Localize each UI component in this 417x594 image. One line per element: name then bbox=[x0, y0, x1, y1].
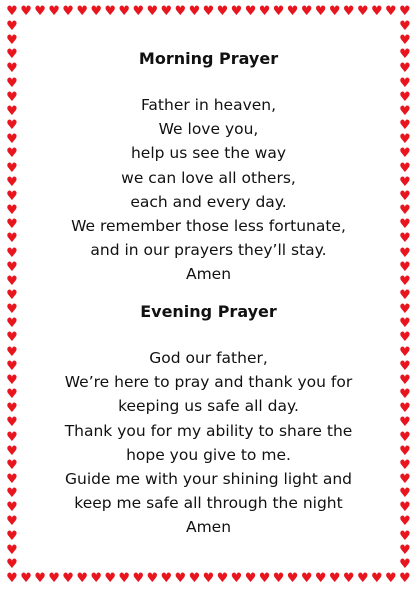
heart-icon: ♥ bbox=[76, 571, 88, 586]
heart-icon: ♥ bbox=[258, 571, 271, 586]
heart-icon: ♥ bbox=[6, 486, 18, 502]
heart-icon: ♥ bbox=[230, 4, 243, 19]
evening-prayer-line: We’re here to pray and thank you for bbox=[64, 373, 353, 392]
heart-icon: ♥ bbox=[216, 4, 229, 19]
evening-prayer-line: hope you give to me. bbox=[126, 445, 291, 464]
morning-prayer-line: help us see the way bbox=[130, 144, 287, 163]
heart-icon: ♥ bbox=[174, 4, 187, 19]
heart-border-bottom bbox=[5, 572, 412, 586]
heart-icon: ♥ bbox=[48, 4, 60, 19]
heart-icon: ♥ bbox=[399, 443, 411, 459]
heart-icon: ♥ bbox=[399, 472, 411, 487]
heart-icon: ♥ bbox=[48, 571, 60, 586]
heart-icon: ♥ bbox=[244, 571, 257, 586]
heart-icon: ♥ bbox=[370, 4, 383, 19]
heart-icon: ♥ bbox=[146, 4, 159, 19]
heart-icon: ♥ bbox=[104, 4, 117, 19]
heart-icon: ♥ bbox=[202, 571, 215, 586]
heart-icon: ♥ bbox=[399, 259, 411, 275]
heart-icon: ♥ bbox=[314, 571, 327, 586]
heart-icon: ♥ bbox=[399, 19, 411, 34]
heart-icon: ♥ bbox=[20, 571, 32, 586]
heart-icon: ♥ bbox=[6, 358, 18, 374]
heart-icon: ♥ bbox=[399, 231, 411, 247]
heart-icon: ♥ bbox=[6, 203, 18, 219]
heart-icon: ♥ bbox=[399, 89, 411, 105]
heart-icon: ♥ bbox=[328, 571, 341, 586]
heart-icon: ♥ bbox=[342, 4, 355, 19]
heart-icon: ♥ bbox=[132, 4, 145, 19]
heart-icon: ♥ bbox=[286, 4, 299, 19]
heart-icon: ♥ bbox=[6, 528, 18, 544]
heart-icon: ♥ bbox=[258, 4, 271, 19]
heart-icon: ♥ bbox=[6, 61, 18, 77]
heart-icon: ♥ bbox=[6, 287, 18, 303]
morning-prayer-line: we can love all others, bbox=[121, 168, 296, 187]
heart-icon: ♥ bbox=[399, 457, 411, 473]
evening-prayer-line: keep me safe all through the night bbox=[74, 494, 343, 513]
heart-icon: ♥ bbox=[6, 146, 18, 162]
evening-prayer-title: Evening Prayer bbox=[140, 302, 277, 321]
heart-icon: ♥ bbox=[399, 330, 411, 346]
morning-prayer-text bbox=[30, 93, 387, 287]
heart-icon: ♥ bbox=[399, 302, 411, 318]
heart-icon: ♥ bbox=[399, 429, 411, 445]
heart-icon: ♥ bbox=[230, 571, 243, 586]
heart-icon: ♥ bbox=[399, 287, 411, 303]
prayer-sheet bbox=[30, 30, 387, 565]
heart-icon: ♥ bbox=[188, 4, 201, 19]
heart-icon: ♥ bbox=[76, 4, 88, 19]
heart-icon: ♥ bbox=[399, 358, 411, 374]
heart-icon: ♥ bbox=[6, 245, 18, 261]
heart-icon: ♥ bbox=[399, 4, 411, 19]
heart-border-left bbox=[5, 20, 19, 572]
heart-icon: ♥ bbox=[90, 571, 103, 586]
heart-icon: ♥ bbox=[6, 47, 18, 63]
heart-icon: ♥ bbox=[6, 188, 18, 204]
heart-icon: ♥ bbox=[6, 571, 18, 586]
heart-icon: ♥ bbox=[399, 132, 411, 148]
heart-icon: ♥ bbox=[216, 571, 229, 586]
heart-icon: ♥ bbox=[6, 387, 18, 403]
heart-icon: ♥ bbox=[62, 571, 74, 586]
evening-prayer-line: God our father, bbox=[149, 349, 268, 367]
heart-icon: ♥ bbox=[370, 571, 383, 586]
heart-icon: ♥ bbox=[300, 571, 313, 586]
heart-icon: ♥ bbox=[132, 571, 145, 586]
morning-prayer-line: and in our prayers they’ll stay. bbox=[90, 241, 327, 260]
heart-icon: ♥ bbox=[399, 174, 411, 190]
heart-icon: ♥ bbox=[160, 4, 173, 19]
heart-icon: ♥ bbox=[118, 571, 131, 586]
morning-prayer-title: Morning Prayer bbox=[138, 49, 279, 68]
heart-icon: ♥ bbox=[6, 500, 18, 516]
heart-icon: ♥ bbox=[6, 443, 18, 459]
morning-prayer-line: We love you, bbox=[158, 120, 259, 139]
heart-icon: ♥ bbox=[399, 273, 411, 289]
heart-icon: ♥ bbox=[6, 4, 18, 19]
heart-icon: ♥ bbox=[6, 472, 18, 487]
heart-icon: ♥ bbox=[6, 316, 18, 332]
evening-prayer-line: keeping us safe all day. bbox=[118, 397, 299, 416]
heart-icon: ♥ bbox=[6, 429, 18, 445]
heart-icon: ♥ bbox=[399, 146, 411, 162]
heart-icon: ♥ bbox=[6, 556, 18, 572]
morning-prayer-amen: Amen bbox=[185, 265, 232, 284]
heart-icon: ♥ bbox=[6, 302, 18, 318]
evening-prayer-text bbox=[30, 346, 387, 540]
heart-icon: ♥ bbox=[146, 571, 159, 586]
evening-prayer-line: Guide me with your shining light and bbox=[65, 470, 352, 489]
heart-icon: ♥ bbox=[6, 514, 18, 530]
heart-icon: ♥ bbox=[399, 387, 411, 403]
heart-icon: ♥ bbox=[399, 528, 411, 544]
heart-icon: ♥ bbox=[399, 61, 411, 77]
heart-icon: ♥ bbox=[6, 160, 18, 176]
heart-icon: ♥ bbox=[399, 217, 411, 233]
heart-icon: ♥ bbox=[399, 372, 411, 388]
heart-icon: ♥ bbox=[6, 259, 18, 275]
heart-icon: ♥ bbox=[399, 486, 411, 502]
heart-icon: ♥ bbox=[104, 571, 117, 586]
heart-icon: ♥ bbox=[272, 571, 285, 586]
heart-icon: ♥ bbox=[6, 372, 18, 388]
heart-icon: ♥ bbox=[328, 4, 341, 19]
heart-icon: ♥ bbox=[6, 75, 18, 91]
heart-icon: ♥ bbox=[272, 4, 285, 19]
heart-icon: ♥ bbox=[399, 500, 411, 516]
heart-icon: ♥ bbox=[6, 132, 18, 148]
heart-icon: ♥ bbox=[6, 231, 18, 247]
heart-icon: ♥ bbox=[6, 330, 18, 346]
heart-icon: ♥ bbox=[399, 556, 411, 572]
heart-icon: ♥ bbox=[314, 4, 327, 19]
heart-icon: ♥ bbox=[20, 4, 32, 19]
heart-icon: ♥ bbox=[6, 217, 18, 233]
heart-icon: ♥ bbox=[399, 160, 411, 176]
heart-icon: ♥ bbox=[399, 103, 411, 119]
heart-icon: ♥ bbox=[188, 571, 201, 586]
evening-prayer-amen: Amen bbox=[185, 518, 232, 537]
heart-icon: ♥ bbox=[90, 4, 103, 19]
heart-icon: ♥ bbox=[6, 542, 18, 558]
heart-icon: ♥ bbox=[399, 188, 411, 204]
heart-icon: ♥ bbox=[6, 174, 18, 190]
heart-icon: ♥ bbox=[342, 571, 355, 586]
heart-icon: ♥ bbox=[399, 316, 411, 332]
morning-prayer-line: We remember those less fortunate, bbox=[71, 217, 346, 236]
heart-icon: ♥ bbox=[300, 4, 313, 19]
heart-border-right bbox=[398, 20, 412, 572]
heart-icon: ♥ bbox=[6, 89, 18, 105]
heart-icon: ♥ bbox=[399, 571, 411, 586]
heart-icon: ♥ bbox=[6, 19, 18, 34]
heart-icon: ♥ bbox=[399, 75, 411, 91]
heart-icon: ♥ bbox=[399, 33, 411, 49]
heart-icon: ♥ bbox=[399, 203, 411, 219]
heart-icon: ♥ bbox=[6, 103, 18, 119]
heart-icon: ♥ bbox=[399, 401, 411, 417]
heart-icon: ♥ bbox=[399, 514, 411, 530]
heart-icon: ♥ bbox=[399, 118, 411, 134]
heart-icon: ♥ bbox=[244, 4, 257, 19]
heart-icon: ♥ bbox=[385, 4, 397, 19]
morning-prayer-line: each and every day. bbox=[130, 192, 287, 211]
heart-icon: ♥ bbox=[6, 344, 18, 360]
heart-icon: ♥ bbox=[356, 4, 369, 19]
heart-icon: ♥ bbox=[6, 401, 18, 417]
heart-icon: ♥ bbox=[399, 542, 411, 558]
heart-icon: ♥ bbox=[356, 571, 369, 586]
heart-icon: ♥ bbox=[6, 273, 18, 289]
morning-prayer-line: Father in heaven, bbox=[140, 96, 277, 114]
heart-icon: ♥ bbox=[62, 4, 74, 19]
heart-icon: ♥ bbox=[202, 4, 215, 19]
heart-icon: ♥ bbox=[160, 571, 173, 586]
heart-icon: ♥ bbox=[6, 415, 18, 431]
heart-border-top bbox=[5, 5, 412, 19]
heart-icon: ♥ bbox=[174, 571, 187, 586]
heart-icon: ♥ bbox=[385, 571, 397, 586]
heart-icon: ♥ bbox=[34, 4, 46, 19]
heart-icon: ♥ bbox=[399, 344, 411, 360]
heart-icon: ♥ bbox=[34, 571, 46, 586]
heart-icon: ♥ bbox=[399, 415, 411, 431]
heart-icon: ♥ bbox=[399, 245, 411, 261]
heart-icon: ♥ bbox=[118, 4, 131, 19]
heart-icon: ♥ bbox=[399, 47, 411, 63]
evening-prayer-line: Thank you for my ability to share the bbox=[64, 421, 353, 440]
heart-icon: ♥ bbox=[6, 33, 18, 49]
heart-icon: ♥ bbox=[6, 457, 18, 473]
heart-icon: ♥ bbox=[286, 571, 299, 586]
heart-icon: ♥ bbox=[6, 118, 18, 134]
